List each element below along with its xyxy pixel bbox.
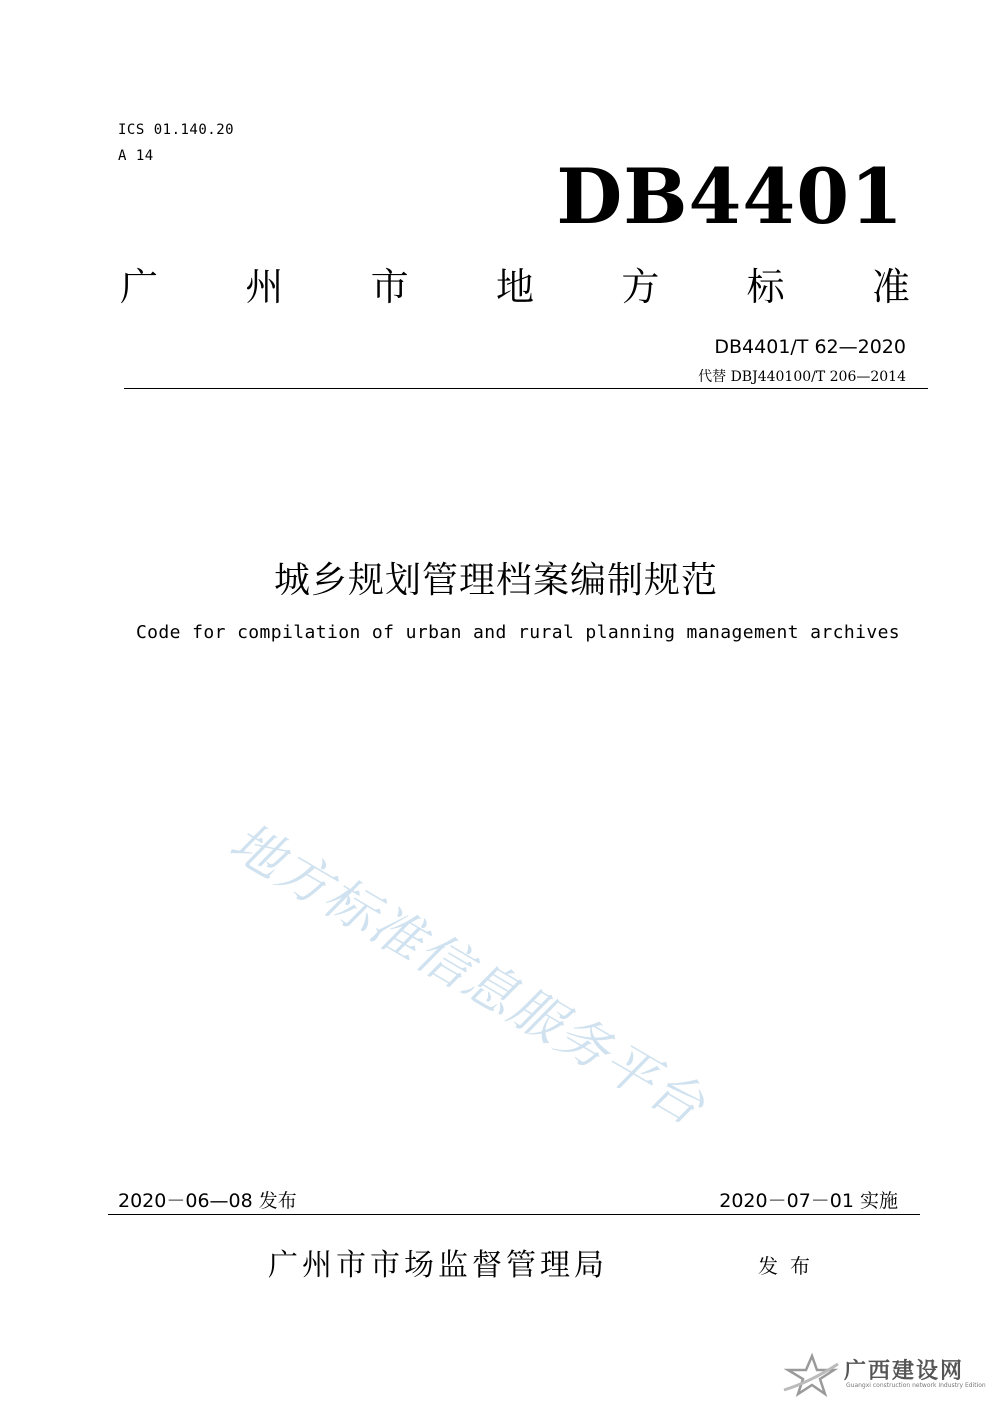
standard-type-char: 广 xyxy=(120,265,159,309)
publish-date: 2020－06—08 发布 xyxy=(118,1190,297,1212)
site-logo xyxy=(782,1352,988,1398)
ics-code: ICS 01.140.20 xyxy=(118,122,235,138)
header-divider xyxy=(124,388,928,389)
standard-type-heading xyxy=(120,262,910,312)
document-title-chinese: 城乡规划管理档案编制规范 xyxy=(273,560,718,601)
footer-divider xyxy=(108,1214,920,1215)
watermark-text: 地方标准信息服务平台 xyxy=(219,812,716,1138)
standard-type-char: 标 xyxy=(746,265,785,309)
replaces-standard: 代替 DBJ440100/T 206—2014 xyxy=(698,369,906,385)
issuing-authority: 广州市市场监督管理局 xyxy=(268,1248,608,1283)
star-icon xyxy=(782,1352,840,1398)
standard-type-char: 准 xyxy=(871,265,910,309)
standard-type-char: 州 xyxy=(245,265,284,309)
classification-code: A 14 xyxy=(118,148,154,164)
standard-code-logo: DB4401 xyxy=(556,152,904,241)
implement-date: 2020－07－01 实施 xyxy=(719,1190,898,1212)
standard-type-char: 方 xyxy=(621,265,660,309)
standard-number: DB4401/T 62—2020 xyxy=(714,336,906,358)
site-logo-english: Guangxi construction network Industry Edition xyxy=(846,1382,986,1389)
standard-type-char: 市 xyxy=(370,265,409,309)
document-title-english: Code for compilation of urban and rural planning management archives xyxy=(135,622,901,643)
issue-label: 发布 xyxy=(758,1254,822,1278)
site-logo-chinese: 广西建设网 xyxy=(844,1358,965,1384)
standard-type-char: 地 xyxy=(495,265,534,309)
